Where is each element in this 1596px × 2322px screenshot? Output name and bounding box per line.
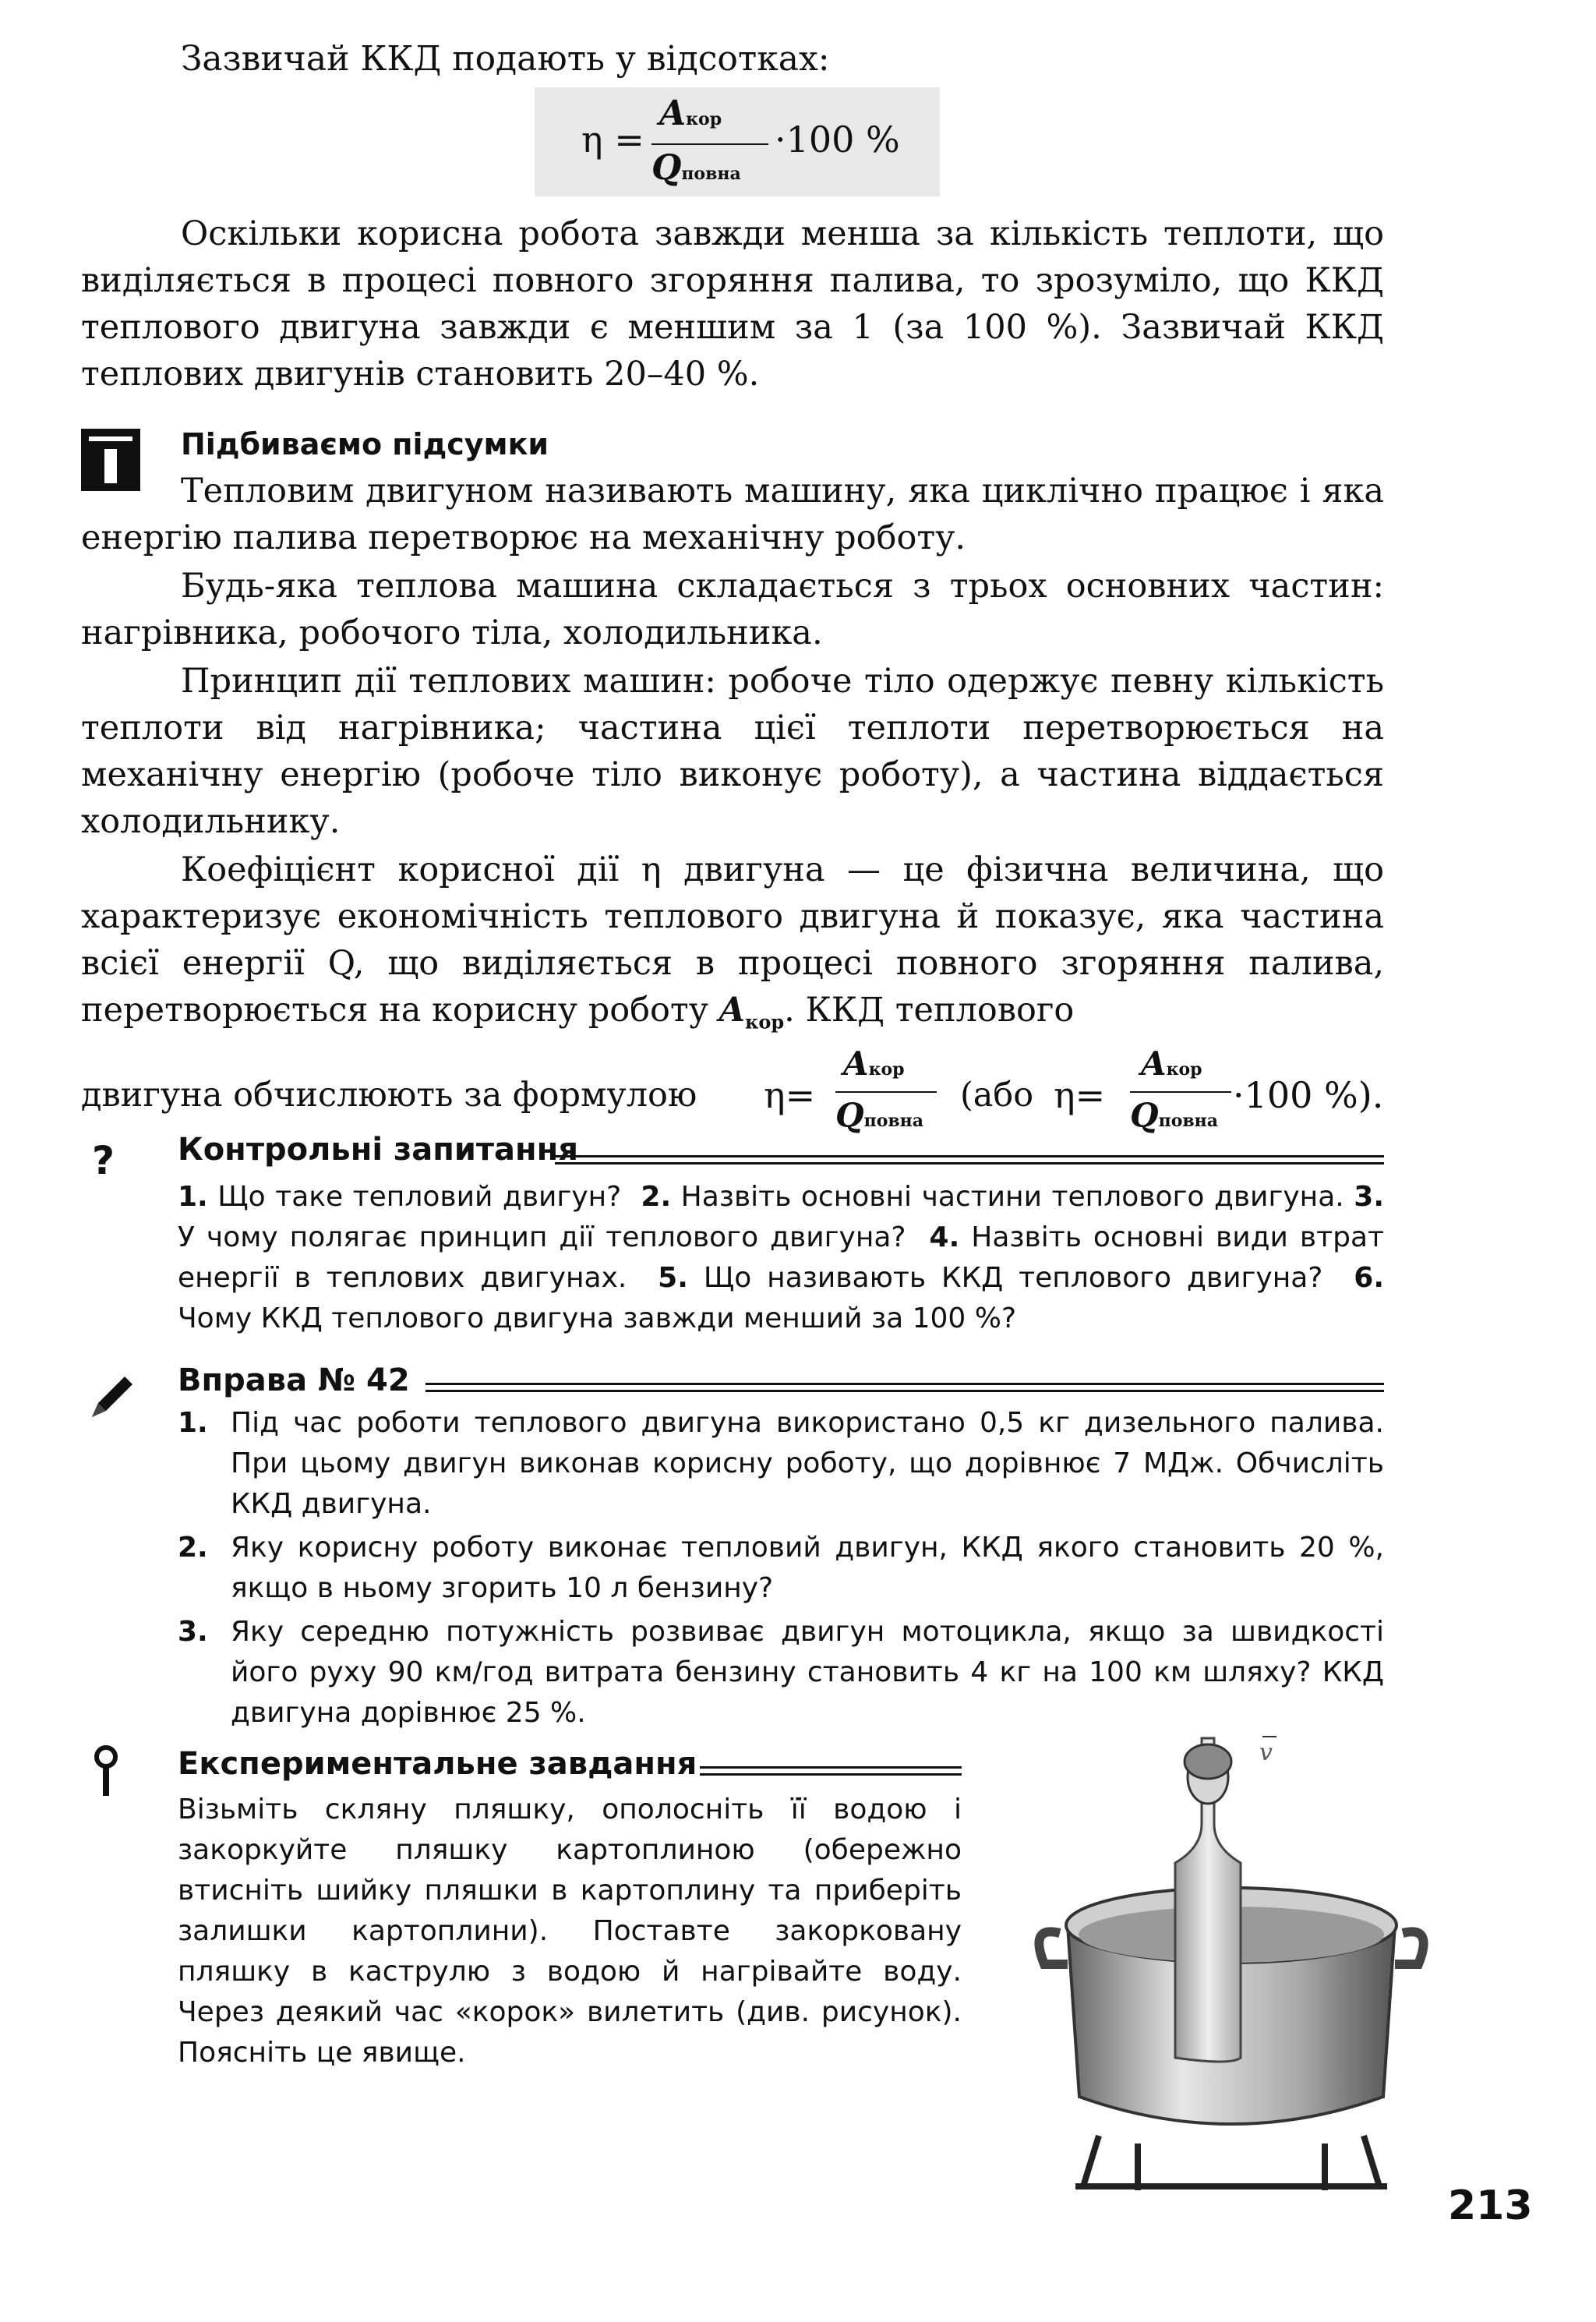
exercise-rule <box>425 1383 1384 1392</box>
experiment-text: Візьміть скляну пляшку, ополосніть її водою і закоркуйте пляшку картоплиною (обережно втисніть шийку пляшки в картоплину та приберіть залишки картоплини). Поставте закорковану пляшку в каструлю з водою й нагрівайте воду. Через деякий час «корок» вилетить (див. рисунок). Поясніть це явище. <box>178 1794 962 2069</box>
exercise-item-3: 3. Яку середню потужність розвиває двигун мотоцикла, якщо за швидкості його руху 90 км/год витрата бензину становить 4 кг на 100 км шляху? ККД двигуна дорівнює 25 %. <box>178 1616 1384 1729</box>
question-6: 6. Чому ККД теплового двигуна завжди менший за 100 %? <box>178 1262 1385 1334</box>
summary-heading: Підбиваємо підсумки <box>181 427 549 461</box>
exercise-heading: Вправа № 42 <box>178 1362 410 1398</box>
exercise-item-2: 2. Яку корисну роботу виконає тепловий двигун, ККД якого становить 20 %, якщо в ньому згорить 10 л бензину? <box>178 1532 1384 1604</box>
experiment-rule <box>700 1766 962 1776</box>
percent-formula: η = Aкор Qповна ·100 % <box>535 87 940 196</box>
velocity-label: v <box>1259 1739 1273 1766</box>
questions-heading: Контрольні запитання <box>178 1132 579 1168</box>
pot-with-bottle-illustration <box>1029 1730 1434 2198</box>
a-useful-symbol: $A_{кор}$ <box>719 991 785 1034</box>
question-2: 2. Назвіть основні частини теплового двигуна. <box>641 1181 1344 1213</box>
question-5: 5. Що називають ККД теплового двигуна? <box>658 1262 1323 1294</box>
summary-p1: Тепловим двигуном називають машину, яка циклічно працює і яка енергію палива перетворює на механічну роботу. <box>81 472 1384 557</box>
page-number: 213 <box>1448 2182 1533 2229</box>
fraction-line <box>651 143 768 145</box>
summary-p4: Коефіцієнт корисної дії η двигуна — це фізична величина, що характеризує економічність теплового двигуна й показує, яка частина всієї енергії Q, що виділяється в процесі повного згоряння палива, перетворюється на корисну роботу $A_{кор}$. ККД теплового <box>81 850 1384 1034</box>
formula-denominator: Q <box>651 148 682 188</box>
question-3: 3. У чому полягає принцип дії теплового двигуна? <box>178 1181 1384 1253</box>
question-1: 1. Що таке тепловий двигун? <box>178 1181 622 1213</box>
summary-p3: Принцип дії теплових машин: робоче тіло одержує певну кількість теплоти від нагрівника; частина цієї теплоти перетворюється на механічну енергію (робоче тіло виконує роботу), а частина віддається холодильнику. <box>81 662 1384 841</box>
flask-icon <box>90 1744 125 1799</box>
summary-p2: Будь-яка теплова машина складається з трьох основних частин: нагрівника, робочого тіла, холодильника. <box>81 567 1384 652</box>
exercise-list <box>178 1403 1384 1734</box>
question-4: 4. Назвіть основні види втрат енергії в теплових двигунах. <box>178 1221 1384 1294</box>
questions-rule <box>555 1155 1384 1165</box>
pencil-icon <box>87 1372 137 1422</box>
question-icon: ? <box>92 1138 115 1183</box>
formula-numerator: A <box>659 94 687 133</box>
eta-symbol: η <box>581 118 603 161</box>
efficiency-paragraph: Оскільки корисна робота завжди менша за кількість теплоти, що виділяється в процесі повного згоряння палива, то зрозуміло, що ККД теплового двигуна завжди є меншим за 1 (за 100 %). Зазвичай ККД теплових двигунів становить 20–40 %. <box>81 214 1384 394</box>
lead-sentence: Зазвичай ККД подають у відсотках: <box>181 39 830 79</box>
formula-multiplier: ·100 % <box>775 118 900 161</box>
experiment-heading: Експериментальне завдання <box>178 1746 697 1782</box>
questions-list <box>178 1177 1384 1339</box>
efficiency-formula-line: двигуна обчислюють за формулою η= Aкор Qповна (або η= Aкор Qповна ·100 %). <box>81 1044 1384 1134</box>
exercise-item-1: 1. Під час роботи теплового двигуна використано 0,5 кг дизельного палива. При цьому двигун виконав корисну роботу, що дорівнює 7 МДж. Обчисліть ККД двигуна. <box>178 1407 1384 1520</box>
